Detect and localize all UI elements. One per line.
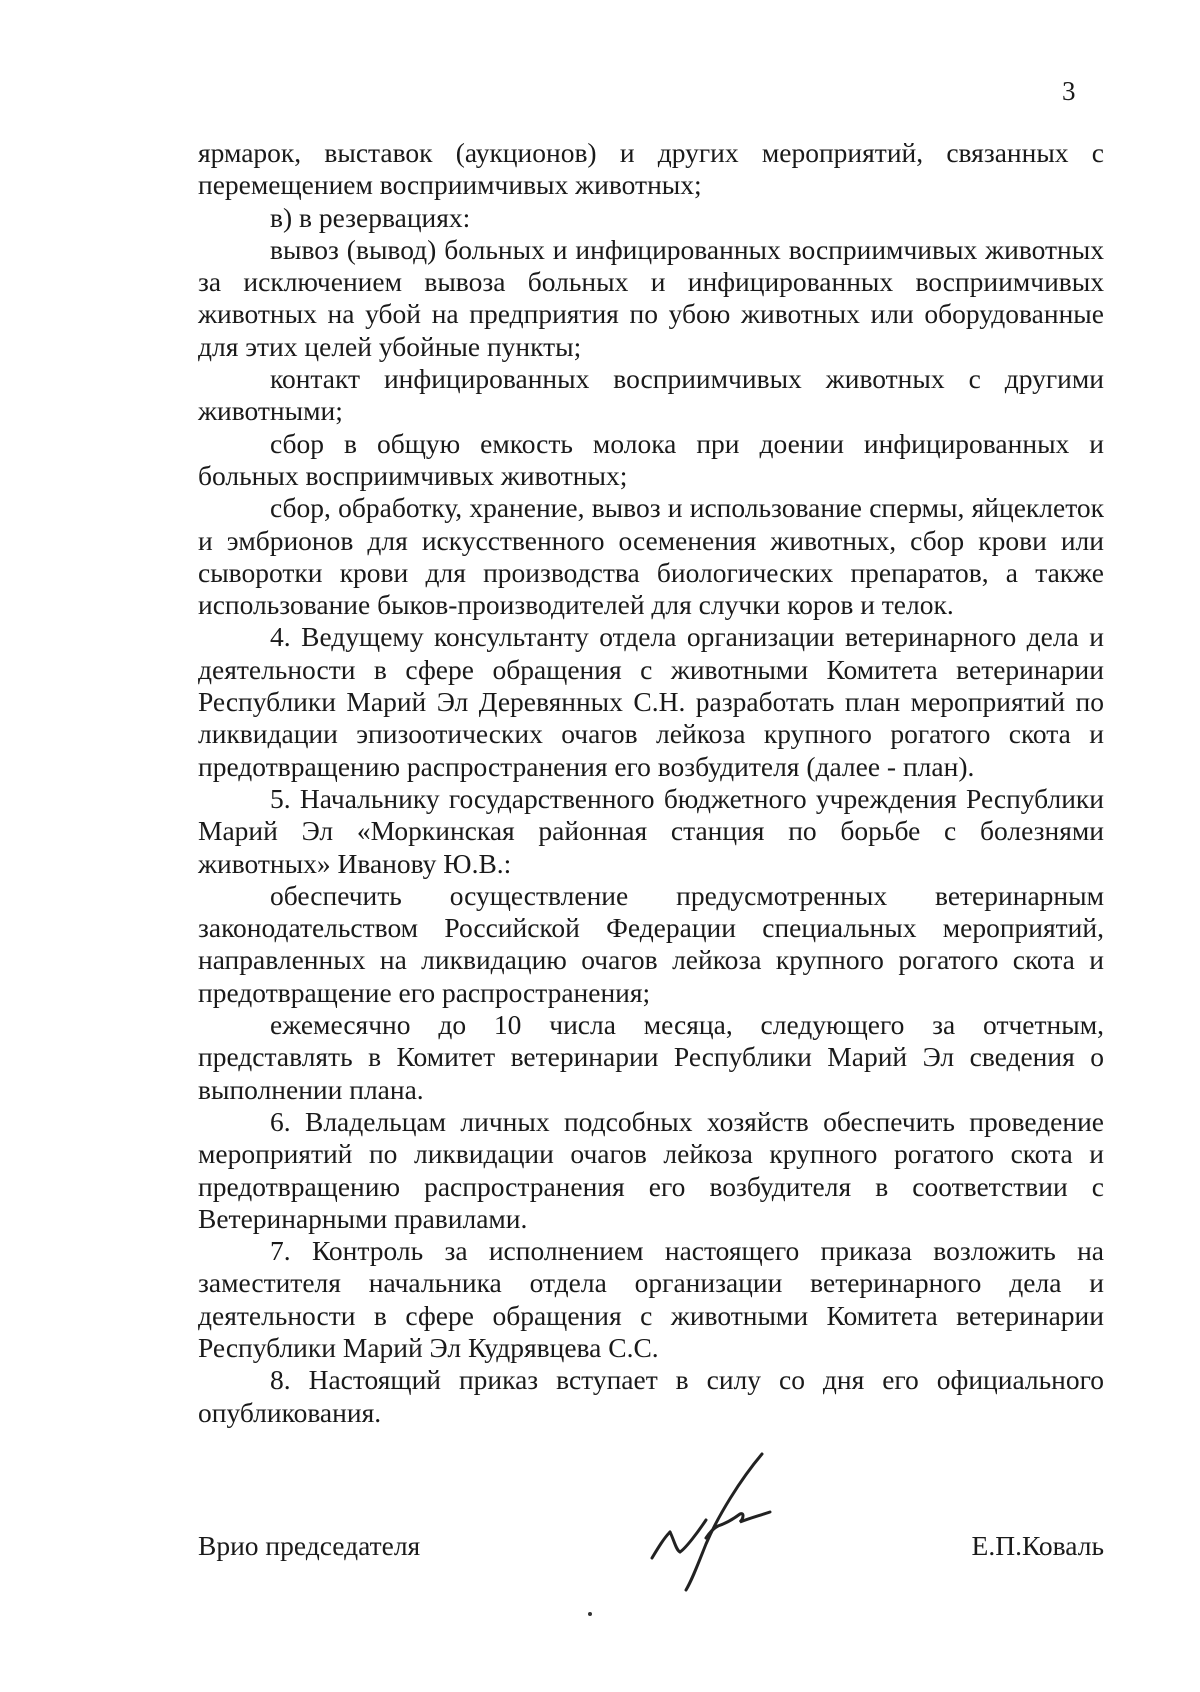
paragraph-continuation: ярмарок, выставок (аукционов) и других мероприятий, связанных с перемещением восприимчивых животных; xyxy=(198,137,1104,201)
paragraph-sperm: сбор, обработку, хранение, вывоз и использование спермы, яйцеклеток и эмбрионов для искусственного осеменения животных, сбор крови или сыворотки крови для производства биологических препаратов, а также использование быков-производителей для случки коров и телок. xyxy=(198,492,1104,621)
paragraph-item-5-monthly: ежемесячно до 10 числа месяца, следующего за отчетным, представлять в Комитет ветеринарии Республики Марий Эл сведения о выполнении плана. xyxy=(198,1009,1104,1105)
paragraph-item-5: 5. Начальнику государственного бюджетного учреждения Республики Марий Эл «Моркинская районная станция по борьбе с болезнями животных» Иванову Ю.В.: xyxy=(198,782,1104,879)
paragraph-milk: сбор в общую емкость молока при доении инфицированных и больных восприимчивых животных; xyxy=(198,427,1104,491)
signer-name: Е.П.Коваль xyxy=(971,1530,1104,1561)
document-body xyxy=(198,137,1104,1429)
paragraph-item-4: 4. Ведущему консультанту отдела организации ветеринарного дела и деятельности в сфере обращения с животными Комитета ветеринарии Республики Марий Эл Деревянных С.Н. разработать план мероприятий по ликвидации эпизоотических очагов лейкоза крупного рогатого скота и предотвращению распространения его возбудителя (далее - план). xyxy=(198,621,1104,782)
paragraph-item-8: 8. Настоящий приказ вступает в силу со дня его официального опубликования. xyxy=(198,1364,1104,1428)
paragraph-removal: вывоз (вывод) больных и инфицированных восприимчивых животных за исключением вывоза больных и инфицированных восприимчивых животных на убой на предприятия по убою животных или оборудованные для этих целей убойные пункты; xyxy=(198,233,1104,362)
signature-block xyxy=(198,1520,1104,1560)
signer-position: Врио председателя xyxy=(198,1530,421,1561)
paragraph-reservations-heading: в) в резервациях: xyxy=(270,201,471,233)
paragraph-item-6: 6. Владельцам личных подсобных хозяйств обеспечить проведение мероприятий по ликвидации очагов лейкоза крупного рогатого скота и предотвращению распространения его возбудителя в соответствии с Ветеринарными правилами. xyxy=(198,1105,1104,1234)
paragraph-item-5-ensure: обеспечить осуществление предусмотренных ветеринарным законодательством Российской Федерации специальных мероприятий, направленных на ликвидацию очагов лейкоза крупного рогатого скота и предотвращение его распространения; xyxy=(198,879,1104,1008)
page-number: 3 xyxy=(1062,76,1076,106)
paragraph-item-7: 7. Контроль за исполнением настоящего приказа возложить на заместителя начальника отдела организации ветеринарного дела и деятельности в сфере обращения с животными Комитета ветеринарии Республики Марий Эл Кудрявцева С.С. xyxy=(198,1235,1104,1363)
paragraph-contact: контакт инфицированных восприимчивых животных с другими животными; xyxy=(198,363,1104,427)
scan-dot xyxy=(588,1612,592,1616)
